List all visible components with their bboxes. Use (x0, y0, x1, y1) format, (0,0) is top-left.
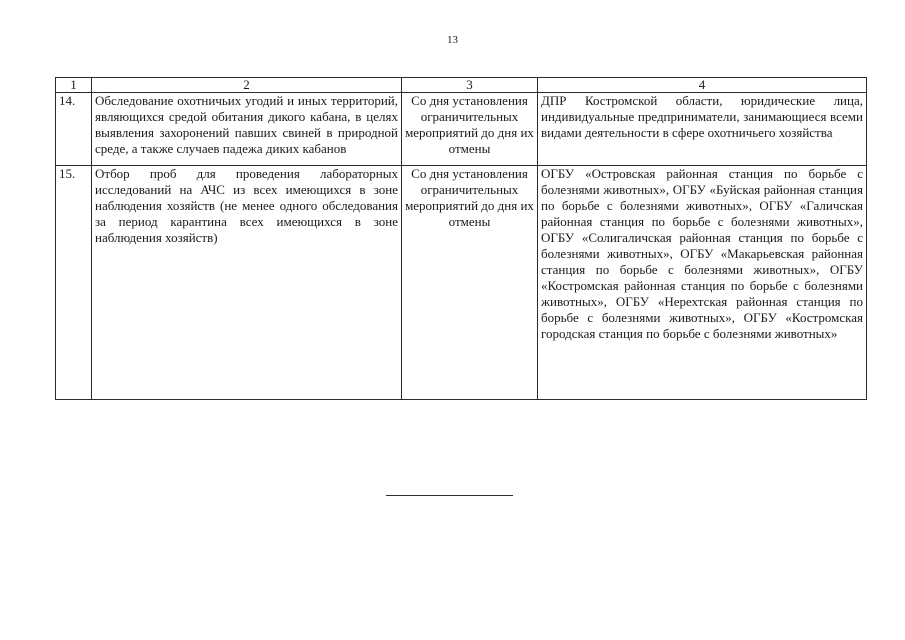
row-number-cell: 15. (56, 166, 92, 400)
term-cell: Со дня установления ограничительных мероприятий до дня их отмены (402, 166, 538, 400)
table-row (56, 93, 867, 166)
table-header-row (56, 78, 867, 93)
column-header-number: 1 (56, 78, 92, 93)
term-cell: Со дня установления ограничительных мероприятий до дня их отмены (402, 93, 538, 166)
page-number: 13 (447, 34, 458, 46)
column-header-measure: 2 (92, 78, 402, 93)
table-row (56, 166, 867, 400)
column-header-responsible: 4 (538, 78, 867, 93)
responsible-cell: ОГБУ «Островская районная станция по борьбе с болезнями животных», ОГБУ «Буйская районная станция по борьбе с болезнями животных», ОГБУ «Галичская районная станция по борьбе с болезнями животных», ОГБУ «Солигаличская районная станция по борьбе с болезнями животных», ОГБУ «Макарьевская районная станция по борьбе с болезнями животных», ОГБУ «Костромская районная станция по борьбе с болезнями животных», ОГБУ «Нерехтская районная станция по борьбе с болезнями животных», ОГБУ «Костромская городская станция по борьбе с болезнями животных» (538, 166, 867, 400)
row-number-cell: 14. (56, 93, 92, 166)
end-divider (386, 495, 513, 496)
measure-cell: Отбор проб для проведения лабораторных исследований на АЧС из всех имеющихся в зоне наблюдения хозяйств (не менее одного обследования за период карантина всех имеющихся в зоне наблюдения хозяйств) (92, 166, 402, 400)
column-header-term: 3 (402, 78, 538, 93)
measure-cell: Обследование охотничьих угодий и иных территорий, являющихся средой обитания дикого кабана, в целях выявления захоронений павших свиней в природной среде, а также случаев падежа диких кабанов (92, 93, 402, 166)
measures-table (55, 77, 867, 400)
responsible-cell: ДПР Костромской области, юридические лица, индивидуальные предприниматели, занимающиеся всеми видами деятельности в сфере охотничьего хозяйства (538, 93, 867, 166)
